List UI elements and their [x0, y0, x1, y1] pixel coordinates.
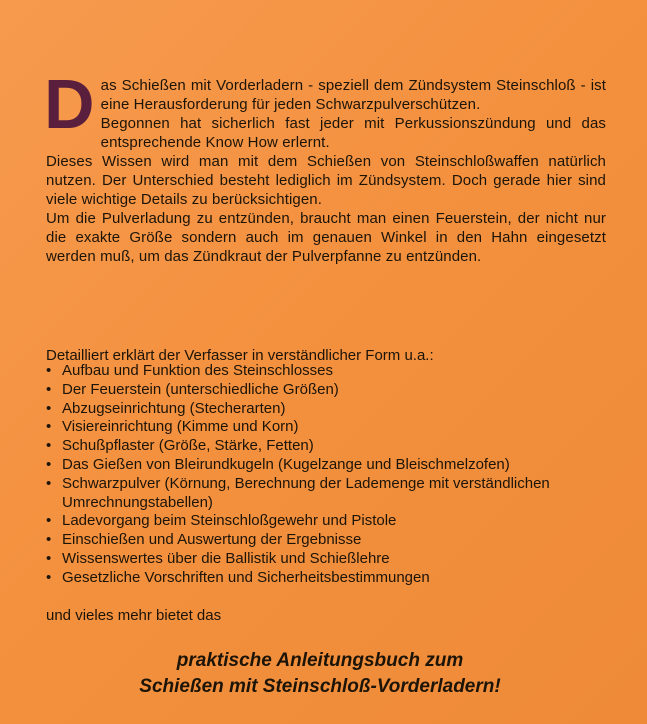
- intro-lead-text: as Schießen mit Vorderladern - speziell dem Zündsystem Steinschloß - ist eine Herausforderung für jeden Schwarzpulverschützen.: [100, 77, 606, 113]
- intro-paragraph: Begonnen hat sicherlich fast jeder mit Perkussionszündung und das entsprechende Know How erlernt.: [100, 115, 606, 151]
- list-item-text: Einschießen und Auswertung der Ergebnisse: [62, 531, 362, 549]
- list-item: [46, 550, 616, 569]
- intro-text: [44, 65, 606, 266]
- list-item: [46, 418, 616, 437]
- closing-tagline: [60, 648, 580, 700]
- list-item-text: Schußpflaster (Größe, Stärke, Fetten): [62, 437, 314, 455]
- list-item: [46, 400, 616, 419]
- list-item: [46, 512, 616, 531]
- bullet-icon: •: [46, 549, 52, 567]
- drop-cap-letter: D: [44, 65, 95, 143]
- list-item-text: Wissenswertes über die Ballistik und Schießlehre: [62, 549, 390, 567]
- list-item: [46, 456, 616, 475]
- closing-line: praktische Anleitungsbuch zum: [176, 650, 464, 671]
- list-item: [46, 381, 616, 400]
- bullet-icon: •: [46, 399, 52, 417]
- list-item: [46, 437, 616, 456]
- list-item-text: Schwarzpulver (Körnung, Berechnung der Lademenge mit verständlichen Umrechnungstabellen): [62, 474, 550, 511]
- bullet-icon: •: [46, 437, 52, 455]
- bullet-icon: •: [46, 531, 52, 549]
- list-item-text: Der Feuerstein (unterschiedliche Größen): [62, 380, 339, 398]
- list-item: [46, 475, 616, 513]
- bullet-icon: •: [46, 380, 52, 398]
- closing-line: Schießen mit Steinschloß-Vorderladern!: [139, 676, 501, 697]
- feature-list: [46, 362, 616, 588]
- list-item: [46, 362, 616, 381]
- list-item-text: Aufbau und Funktion des Steinschlosses: [62, 362, 334, 379]
- intro-paragraph: Um die Pulverladung zu entzünden, braucht man einen Feuerstein, der nicht nur die exakte Größe sondern auch im genauen Winkel in den Hahn eingesetzt werden muß, um das Zündkraut der Pulverpfanne zu entzünden.: [46, 210, 606, 265]
- feature-list-heading: Detailliert erklärt der Verfasser in verständlicher Form u.a.:: [46, 347, 434, 364]
- list-item-text: Ladevorgang beim Steinschloßgewehr und Pistole: [62, 512, 397, 530]
- outro-text: und vieles mehr bietet das: [46, 607, 222, 624]
- list-item-text: Das Gießen von Bleirundkugeln (Kugelzange und Bleischmelzofen): [62, 455, 510, 473]
- bullet-icon: •: [46, 568, 52, 586]
- list-item-text: Abzugseinrichtung (Stecherarten): [62, 399, 286, 417]
- bullet-icon: •: [46, 474, 52, 492]
- list-item-text: Visiereinrichtung (Kimme und Korn): [62, 418, 299, 436]
- bullet-icon: •: [46, 455, 52, 473]
- list-item: [46, 569, 616, 588]
- list-item-text: Gesetzliche Vorschriften und Sicherheitsbestimmungen: [62, 568, 430, 586]
- intro-paragraph: Dieses Wissen wird man mit dem Schießen von Steinschloßwaffen natürlich nutzen. Der Unterschied besteht lediglich im Zündsystem. Doch gerade hier sind viele wichtige Details zu berücksichtigen.: [46, 153, 606, 208]
- bullet-icon: •: [46, 418, 52, 436]
- bullet-icon: •: [46, 512, 52, 530]
- bullet-icon: •: [46, 362, 52, 379]
- list-item: [46, 531, 616, 550]
